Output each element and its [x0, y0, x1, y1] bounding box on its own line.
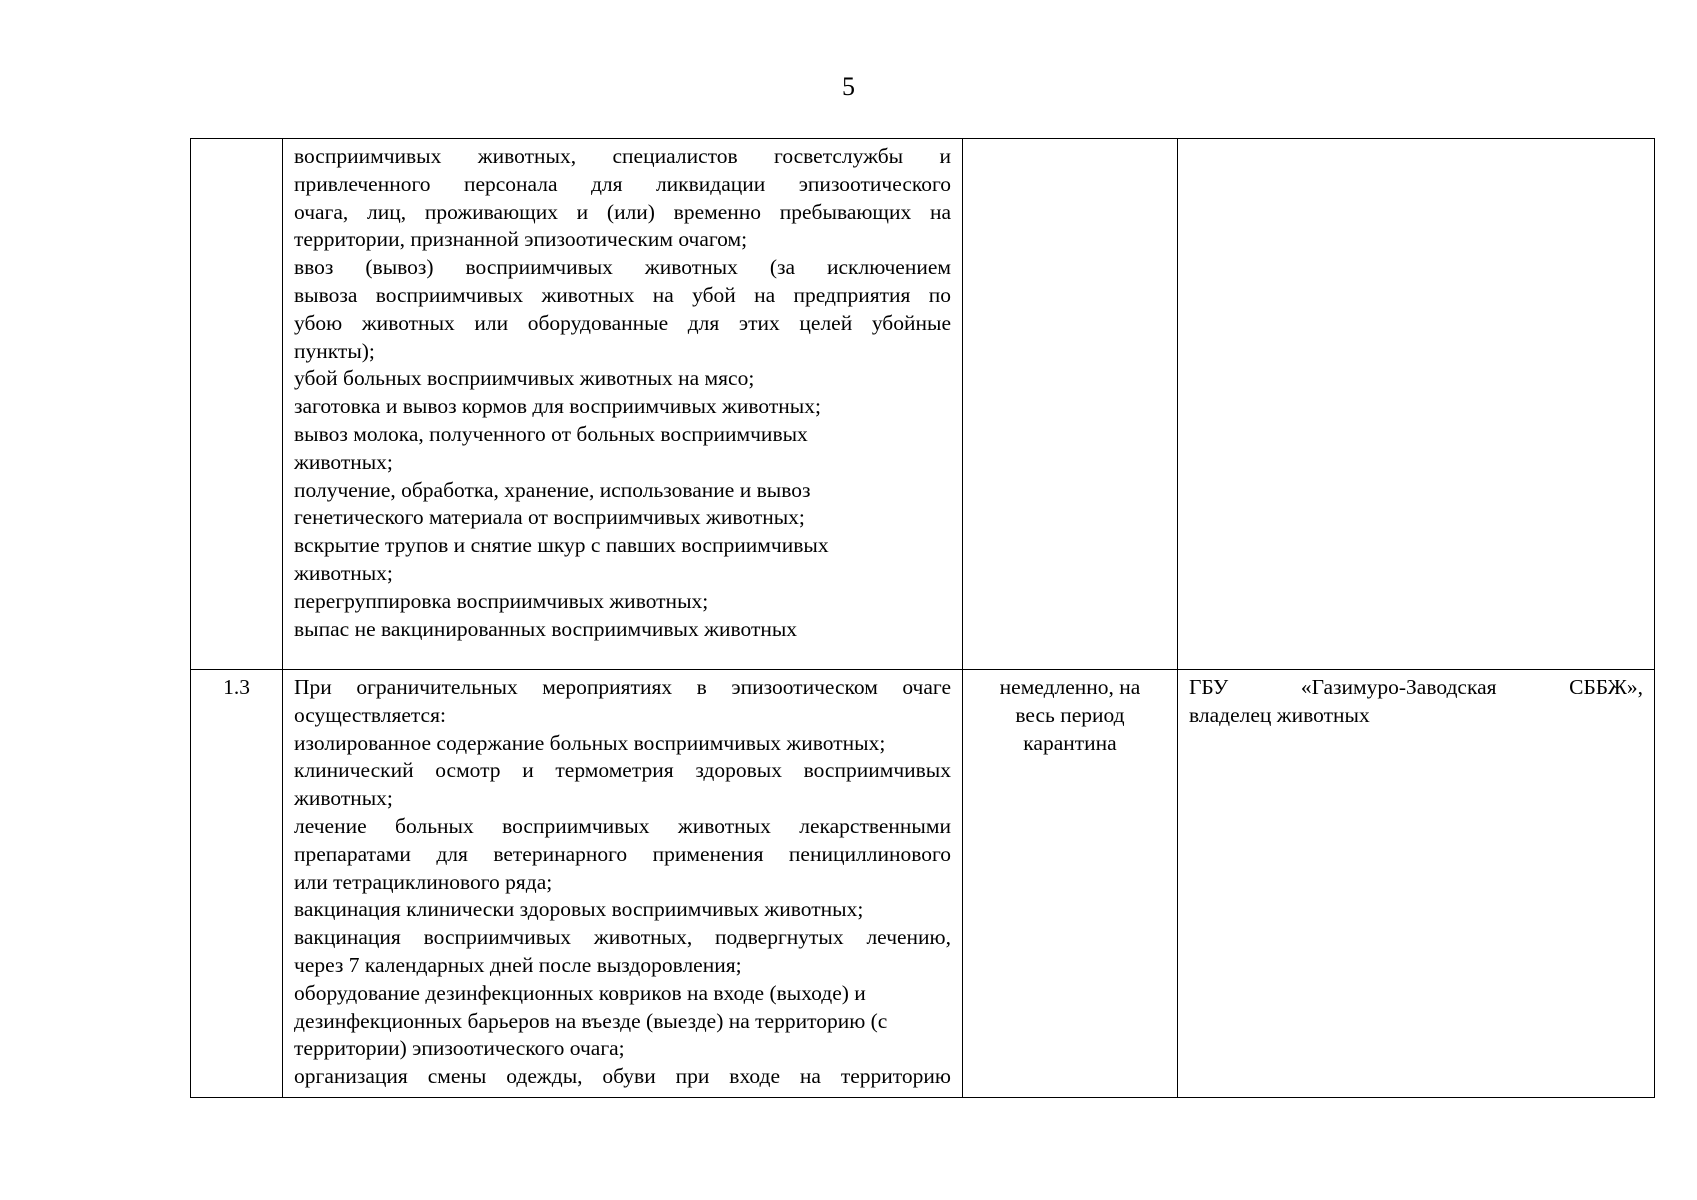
measure-line: вывоз молока, полученного от больных восприимчивых — [294, 421, 808, 446]
measure-line: организация смены одежды, обуви при входе на территорию — [294, 1064, 951, 1089]
measure-line: убою животных или оборудованные для этих целей убойные — [294, 310, 951, 335]
measure-line: вакцинация восприимчивых животных, подвергнутых лечению, — [294, 925, 951, 950]
measure-line: вакцинация клинически здоровых восприимчивых животных; — [294, 897, 864, 922]
measures-table — [190, 138, 1655, 1098]
cell-deadline — [963, 139, 1178, 670]
measure-line: через 7 календарных дней после выздоровления; — [294, 952, 742, 977]
measure-line: выпас не вакцинированных восприимчивых животных — [294, 616, 798, 641]
measure-line: территории) эпизоотического очага; — [294, 1036, 625, 1061]
measure-line: осуществляется: — [294, 702, 446, 727]
measure-line: территории, признанной эпизоотическим очагом; — [294, 227, 748, 252]
measure-line: очага, лиц, проживающих и (или) временно пребывающих на — [294, 199, 951, 224]
measure-line: животных; — [294, 449, 393, 474]
measure-line: ввоз (вывоз) восприимчивых животных (за исключением — [294, 255, 951, 280]
cell-measures — [283, 139, 963, 670]
table-row-continued — [191, 139, 1655, 670]
responsible-line: ГБУ «Газимуро-Заводская СББЖ», — [1189, 675, 1643, 699]
measure-line: При ограничительных мероприятиях в эпизоотическом очаге — [294, 675, 951, 699]
measure-line: генетического материала от восприимчивых животных; — [294, 505, 805, 530]
cell-deadline — [963, 670, 1178, 1098]
measure-line: заготовка и вывоз кормов для восприимчивых животных; — [294, 394, 821, 419]
table-row-1-3 — [191, 670, 1655, 1098]
measure-line: пункты); — [294, 338, 375, 363]
measure-line: перегруппировка восприимчивых животных; — [294, 588, 709, 613]
deadline-line: весь период — [1015, 702, 1125, 727]
measure-line: или тетрациклинового ряда; — [294, 869, 553, 894]
deadline-line: карантина — [1023, 730, 1117, 755]
measure-line: получение, обработка, хранение, использование и вывоз — [294, 477, 811, 502]
measure-line: убой больных восприимчивых животных на мясо; — [294, 366, 755, 391]
cell-number: 1.3 — [191, 670, 283, 1098]
measure-line: вскрытие трупов и снятие шкур с павших восприимчивых — [294, 533, 829, 558]
measure-line: оборудование дезинфекционных ковриков на входе (выходе) и — [294, 980, 866, 1005]
measure-line: клинический осмотр и термометрия здоровых восприимчивых — [294, 758, 951, 783]
page-number: 5 — [842, 72, 855, 101]
responsible-line: владелец животных — [1189, 702, 1370, 727]
deadline-line: немедленно, на — [999, 675, 1141, 699]
measure-line: восприимчивых животных, специалистов госветслужбы и — [294, 144, 951, 168]
measure-line: животных; — [294, 786, 393, 811]
measure-line: вывоза восприимчивых животных на убой на предприятия по — [294, 282, 951, 307]
cell-number — [191, 139, 283, 670]
cell-responsible — [1178, 139, 1655, 670]
measure-line: животных; — [294, 560, 393, 585]
measure-line: изолированное содержание больных восприимчивых животных; — [294, 730, 886, 755]
cell-responsible — [1178, 670, 1655, 1098]
measure-line: дезинфекционных барьеров на въезде (выезде) на территорию (с — [294, 1008, 888, 1033]
cell-measures — [283, 670, 963, 1098]
measure-line: препаратами для ветеринарного применения пенициллинового — [294, 841, 951, 866]
measure-line: лечение больных восприимчивых животных лекарственными — [294, 813, 951, 838]
measure-line: привлеченного персонала для ликвидации эпизоотического — [294, 171, 951, 196]
